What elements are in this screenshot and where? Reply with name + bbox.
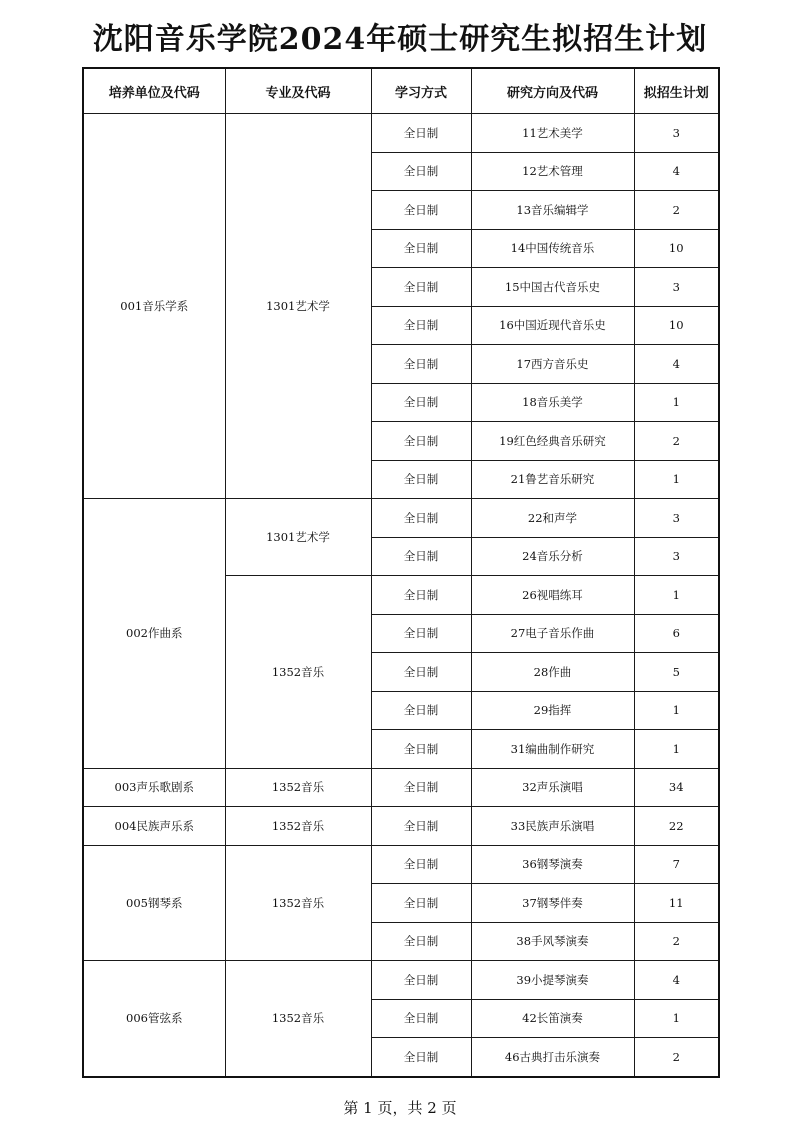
plan-count-cell: 1 — [634, 691, 719, 730]
study-mode-cell: 全日制 — [371, 884, 471, 923]
plan-count-cell: 22 — [634, 807, 719, 846]
plan-count-cell: 7 — [634, 845, 719, 884]
study-mode-cell: 全日制 — [371, 345, 471, 384]
direction-cell: 27电子音乐作曲 — [471, 614, 634, 653]
plan-count-cell: 2 — [634, 191, 719, 230]
direction-cell: 15中国古代音乐史 — [471, 268, 634, 307]
plan-count-cell: 5 — [634, 653, 719, 692]
direction-cell: 33民族声乐演唱 — [471, 807, 634, 846]
major-cell: 1352音乐 — [225, 845, 371, 961]
plan-count-cell: 4 — [634, 345, 719, 384]
major-cell: 1301艺术学 — [225, 114, 371, 499]
plan-count-cell: 3 — [634, 499, 719, 538]
plan-count-cell: 1 — [634, 999, 719, 1038]
direction-cell: 31编曲制作研究 — [471, 730, 634, 769]
study-mode-cell: 全日制 — [371, 306, 471, 345]
unit-cell: 005钢琴系 — [83, 845, 225, 961]
study-mode-cell: 全日制 — [371, 114, 471, 153]
study-mode-cell: 全日制 — [371, 1038, 471, 1077]
header-direction: 研究方向及代码 — [471, 68, 634, 114]
major-cell: 1352音乐 — [225, 807, 371, 846]
study-mode-cell: 全日制 — [371, 691, 471, 730]
direction-cell: 28作曲 — [471, 653, 634, 692]
direction-cell: 32声乐演唱 — [471, 768, 634, 807]
study-mode-cell: 全日制 — [371, 999, 471, 1038]
unit-cell: 004民族声乐系 — [83, 807, 225, 846]
direction-cell: 13音乐编辑学 — [471, 191, 634, 230]
plan-count-cell: 34 — [634, 768, 719, 807]
direction-cell: 16中国近现代音乐史 — [471, 306, 634, 345]
direction-cell: 37钢琴伴奏 — [471, 884, 634, 923]
plan-count-cell: 3 — [634, 114, 719, 153]
table-row — [83, 807, 719, 846]
table-row — [83, 961, 719, 1000]
direction-cell: 38手风琴演奏 — [471, 922, 634, 961]
study-mode-cell: 全日制 — [371, 537, 471, 576]
unit-cell: 006管弦系 — [83, 961, 225, 1077]
study-mode-cell: 全日制 — [371, 152, 471, 191]
major-cell: 1352音乐 — [225, 576, 371, 769]
plan-count-cell: 1 — [634, 576, 719, 615]
plan-count-cell: 1 — [634, 730, 719, 769]
plan-count-cell: 2 — [634, 422, 719, 461]
study-mode-cell: 全日制 — [371, 229, 471, 268]
direction-cell: 29指挥 — [471, 691, 634, 730]
plan-count-cell: 1 — [634, 460, 719, 499]
direction-cell: 26视唱练耳 — [471, 576, 634, 615]
direction-cell: 18音乐美学 — [471, 383, 634, 422]
study-mode-cell: 全日制 — [371, 807, 471, 846]
study-mode-cell: 全日制 — [371, 845, 471, 884]
unit-cell: 002作曲系 — [83, 499, 225, 769]
study-mode-cell: 全日制 — [371, 922, 471, 961]
study-mode-cell: 全日制 — [371, 614, 471, 653]
plan-count-cell: 6 — [634, 614, 719, 653]
direction-cell: 14中国传统音乐 — [471, 229, 634, 268]
plan-count-cell: 2 — [634, 1038, 719, 1077]
plan-count-cell: 3 — [634, 537, 719, 576]
direction-cell: 12艺术管理 — [471, 152, 634, 191]
study-mode-cell: 全日制 — [371, 268, 471, 307]
study-mode-cell: 全日制 — [371, 383, 471, 422]
study-mode-cell: 全日制 — [371, 768, 471, 807]
direction-cell: 19红色经典音乐研究 — [471, 422, 634, 461]
plan-count-cell: 10 — [634, 306, 719, 345]
plan-count-cell: 2 — [634, 922, 719, 961]
direction-cell: 24音乐分析 — [471, 537, 634, 576]
plan-count-cell: 4 — [634, 961, 719, 1000]
direction-cell: 46古典打击乐演奏 — [471, 1038, 634, 1077]
study-mode-cell: 全日制 — [371, 576, 471, 615]
plan-count-cell: 11 — [634, 884, 719, 923]
study-mode-cell: 全日制 — [371, 961, 471, 1000]
major-cell: 1352音乐 — [225, 961, 371, 1077]
table-body — [83, 114, 719, 1077]
page-title: 沈阳音乐学院2024年硕士研究生拟招生计划 — [92, 22, 708, 57]
study-mode-cell: 全日制 — [371, 460, 471, 499]
major-cell: 1352音乐 — [225, 768, 371, 807]
table-row — [83, 768, 719, 807]
table-row — [83, 845, 719, 884]
unit-cell: 001音乐学系 — [83, 114, 225, 499]
direction-cell: 39小提琴演奏 — [471, 961, 634, 1000]
major-cell: 1301艺术学 — [225, 499, 371, 576]
header-unit: 培养单位及代码 — [83, 68, 225, 114]
table-row — [83, 114, 719, 153]
plan-count-cell: 3 — [634, 268, 719, 307]
unit-cell: 003声乐歌剧系 — [83, 768, 225, 807]
study-mode-cell: 全日制 — [371, 191, 471, 230]
table-row — [83, 499, 719, 538]
direction-cell: 21鲁艺音乐研究 — [471, 460, 634, 499]
plan-count-cell: 1 — [634, 383, 719, 422]
header-plan: 拟招生计划 — [634, 68, 719, 114]
study-mode-cell: 全日制 — [371, 422, 471, 461]
page-footer: 第 1 页，共 2 页 — [343, 1099, 457, 1117]
plan-count-cell: 4 — [634, 152, 719, 191]
direction-cell: 17西方音乐史 — [471, 345, 634, 384]
enrollment-plan-table — [82, 67, 720, 1078]
study-mode-cell: 全日制 — [371, 499, 471, 538]
header-major: 专业及代码 — [225, 68, 371, 114]
header-study-mode: 学习方式 — [371, 68, 471, 114]
study-mode-cell: 全日制 — [371, 653, 471, 692]
direction-cell: 42长笛演奏 — [471, 999, 634, 1038]
table-header-row — [83, 68, 719, 114]
plan-count-cell: 10 — [634, 229, 719, 268]
direction-cell: 22和声学 — [471, 499, 634, 538]
study-mode-cell: 全日制 — [371, 730, 471, 769]
direction-cell: 36钢琴演奏 — [471, 845, 634, 884]
direction-cell: 11艺术美学 — [471, 114, 634, 153]
